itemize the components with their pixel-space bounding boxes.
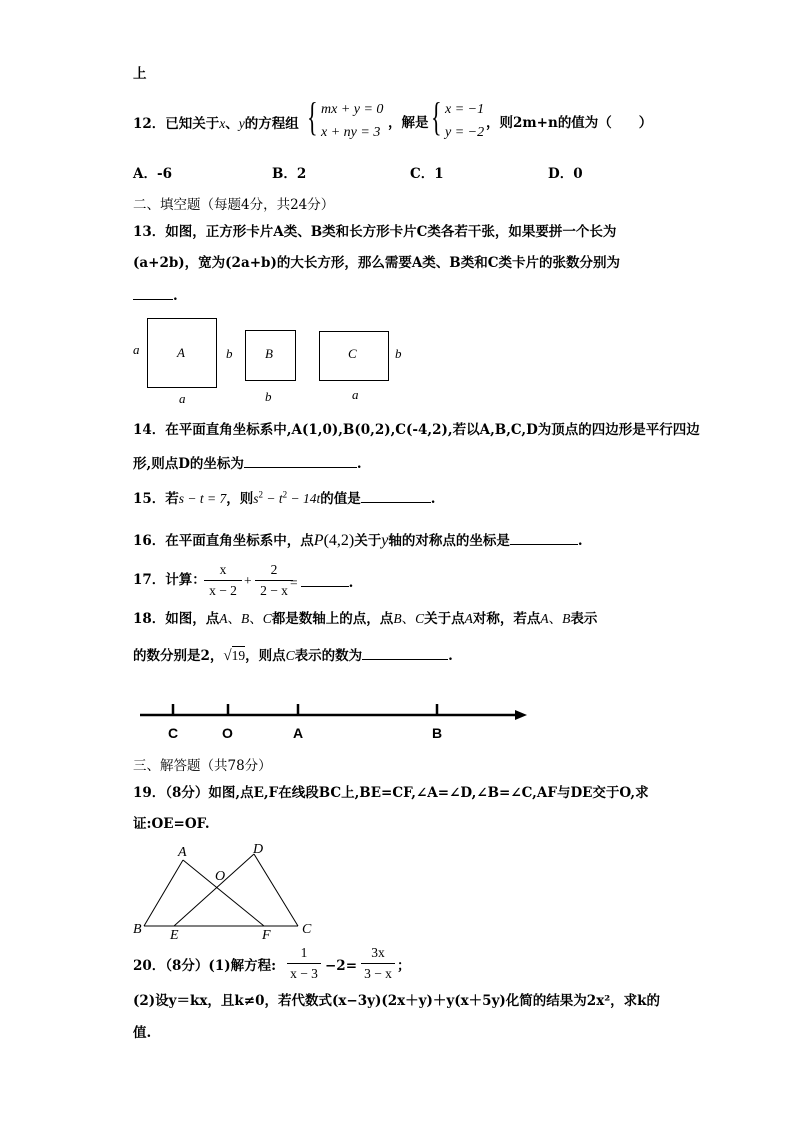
page-fragment: 上 xyxy=(133,66,147,82)
axis-label-c: C xyxy=(168,725,179,741)
q20-fraction-1 xyxy=(287,946,321,980)
section-2-heading: 二、填空题（每题4分，共24分） xyxy=(133,197,335,213)
card-a-label: A xyxy=(177,345,185,360)
q18-line1-b: 都是数轴上的点，点 xyxy=(271,611,394,627)
card-b-side-bottom: b xyxy=(265,389,272,404)
segment-dc xyxy=(254,854,298,926)
q15-sup2: 2 xyxy=(282,489,288,500)
q12-sep: 、 xyxy=(225,116,239,132)
q17-d: . xyxy=(348,575,354,591)
q15-condition: s − t = 7 xyxy=(178,491,227,506)
q12-option-b[interactable]: B．2 xyxy=(272,166,307,182)
q18-line1-a: 18．如图，点 xyxy=(133,611,220,627)
q18-line1-c: 关于点 xyxy=(424,611,465,627)
card-c-side-bottom: a xyxy=(352,387,359,402)
q13-line1: 13．如图，正方形卡片A类、B类和长方形卡片C类各若干张，如果要拼一个长为 xyxy=(133,224,617,240)
q20-a: 20．（8分）(1)解方程: xyxy=(133,958,277,974)
q18-pt-b2: B xyxy=(393,611,402,626)
axis-label-b: B xyxy=(432,725,443,741)
q18-answer-blank[interactable] xyxy=(362,647,448,660)
q18-line1-d: 对称，若点 xyxy=(472,611,541,627)
q16-a: 16．在平面直角坐标系中，点 xyxy=(133,533,314,549)
q12-system1-line1: mx + y = 0 xyxy=(321,102,384,117)
q18-pt-a3: A xyxy=(540,611,549,626)
q13-answer-blank[interactable] xyxy=(133,287,173,300)
q14-line2: 形,则点D的坐标为 xyxy=(133,456,244,472)
number-line-arrow xyxy=(515,710,527,720)
fig-label-c: C xyxy=(302,922,312,937)
card-a-side-right: b xyxy=(226,346,233,361)
q13-line2: (a+2b)，宽为(2a+b)的大长方形，那么需要A类、B类和C类卡片的张数分别为 xyxy=(133,255,620,271)
q12-option-c[interactable]: C．1 xyxy=(410,166,444,182)
q14-period: . xyxy=(356,456,362,472)
q12-prefix: 12．已知关于 xyxy=(133,116,220,132)
q18-line1-e: 表示 xyxy=(570,611,598,627)
q15-b: ，则 xyxy=(226,491,254,507)
q19-line1: 19．（8分）如图,点E,F在线段BC上,BE=CF,∠A=∠D,∠B=∠C,AF与DE交于O,求 xyxy=(133,785,649,801)
q16-c: 轴的对称点的坐标是 xyxy=(388,533,510,549)
q18-pt-c3: C xyxy=(285,648,295,663)
q12-solution-text: ，解是 xyxy=(388,115,429,131)
q15-expr-end: − 14t xyxy=(287,491,321,506)
q12-system2-line2: y = −2 xyxy=(445,125,485,140)
q12-option-d[interactable]: D．0 xyxy=(548,166,583,182)
q16-coord: (4,2) xyxy=(323,532,355,549)
fig-label-b: B xyxy=(133,922,142,937)
q17-answer-blank[interactable] xyxy=(301,574,349,587)
q16-answer-blank[interactable] xyxy=(510,532,578,545)
q18-pt-c1: C xyxy=(262,611,272,626)
q19-figure xyxy=(130,840,330,950)
q17-fraction-1 xyxy=(204,563,242,597)
q17-plus: + xyxy=(244,573,252,588)
axis-label-o: O xyxy=(222,725,233,741)
q20-minus: −2= xyxy=(325,958,358,974)
q15-answer-blank[interactable] xyxy=(361,490,431,503)
fig-label-o: O xyxy=(215,869,226,884)
q20-f2-num: 3x xyxy=(371,945,385,960)
card-a-side-bottom: a xyxy=(179,391,186,406)
fig-label-d: D xyxy=(253,842,264,857)
section-3-heading: 三、解答题（共78分） xyxy=(133,758,272,774)
q13-period: . xyxy=(173,288,178,304)
q16-d: . xyxy=(577,533,583,549)
q17-fraction-2 xyxy=(255,563,293,597)
q16-b: 关于 xyxy=(354,533,382,549)
q12-system1-line2: x + ny = 3 xyxy=(321,125,381,140)
q18-line2-c: 表示的数为 xyxy=(294,648,363,664)
fig-label-e: E xyxy=(170,928,179,943)
q18-sqrt-value: 19 xyxy=(231,648,246,663)
q20-fraction-2 xyxy=(361,946,395,980)
q17-f2-den: 2 − x xyxy=(255,580,293,598)
q15-c: 的值是 xyxy=(320,491,361,507)
segment-ba xyxy=(144,860,183,926)
q14-answer-blank[interactable] xyxy=(244,455,357,468)
q17-eq: = xyxy=(290,575,298,590)
q15-sup1: 2 xyxy=(258,489,264,500)
q18-line2-d: . xyxy=(448,648,453,664)
card-c-side-right: b xyxy=(395,346,402,361)
q20-line2: (2)设y＝kx，且k≠0，若代数式(x−3y)(2x＋y)＋y(x＋5y)化简的结果为2x²，求k的 xyxy=(133,993,661,1009)
q12-x: x xyxy=(219,116,226,131)
q17-f1-num: x xyxy=(219,562,227,577)
q12-tail-a: ，则 xyxy=(486,115,513,131)
fig-label-a: A xyxy=(178,845,187,860)
q20-semicolon: ； xyxy=(397,958,411,974)
q12-system2-line1: x = −1 xyxy=(445,102,485,117)
q15-expr-s: s xyxy=(253,491,259,506)
q15-a: 15．若 xyxy=(133,491,179,507)
q12-expr: 2m+n xyxy=(513,115,558,131)
q18-line2-a: 的数分别是2， xyxy=(133,648,224,664)
q20-f1-num: 1 xyxy=(300,945,308,960)
q17-a: 17．计算： xyxy=(133,572,206,588)
q18-pt-c2: C xyxy=(415,611,425,626)
q17-f2-num: 2 xyxy=(270,562,278,577)
q18-pt-a2: A xyxy=(464,611,473,626)
q15-d: . xyxy=(430,491,436,507)
q18-pt-b1: B xyxy=(241,611,250,626)
q18-line2-b: ，则点 xyxy=(245,648,286,664)
q14-line1: 14．在平面直角坐标系中,A(1,0),B(0,2),C(-4,2),若以A,B,C,D为顶点的四边形是平行四边 xyxy=(133,422,700,438)
number-line xyxy=(135,700,535,730)
q18-pt-a1: A xyxy=(219,611,228,626)
q16-y: y xyxy=(381,532,389,549)
axis-label-a: A xyxy=(293,725,304,741)
q20-line3: 值. xyxy=(133,1025,152,1041)
q12-y: y xyxy=(238,116,245,131)
fig-label-f: F xyxy=(262,928,271,943)
segment-ed xyxy=(174,854,254,926)
q15-expr-mid: − t xyxy=(263,491,283,506)
q12-mid: 的方程组 xyxy=(244,116,299,132)
q18-pt-b3: B xyxy=(562,611,571,626)
q20-f2-den: 3 − x xyxy=(361,963,395,981)
q19-line2: 证:OE=OF. xyxy=(133,816,210,832)
q17-f1-den: x − 2 xyxy=(204,580,242,598)
card-b-label: B xyxy=(265,346,273,361)
card-c-label: C xyxy=(348,346,357,361)
q20-f1-den: x − 3 xyxy=(287,963,321,981)
card-a-side-left: a xyxy=(133,342,140,357)
q12-tail-b: 的值为（ ） xyxy=(557,115,653,131)
q16-p: P xyxy=(313,532,324,549)
q12-option-a[interactable]: A．-6 xyxy=(133,166,172,182)
